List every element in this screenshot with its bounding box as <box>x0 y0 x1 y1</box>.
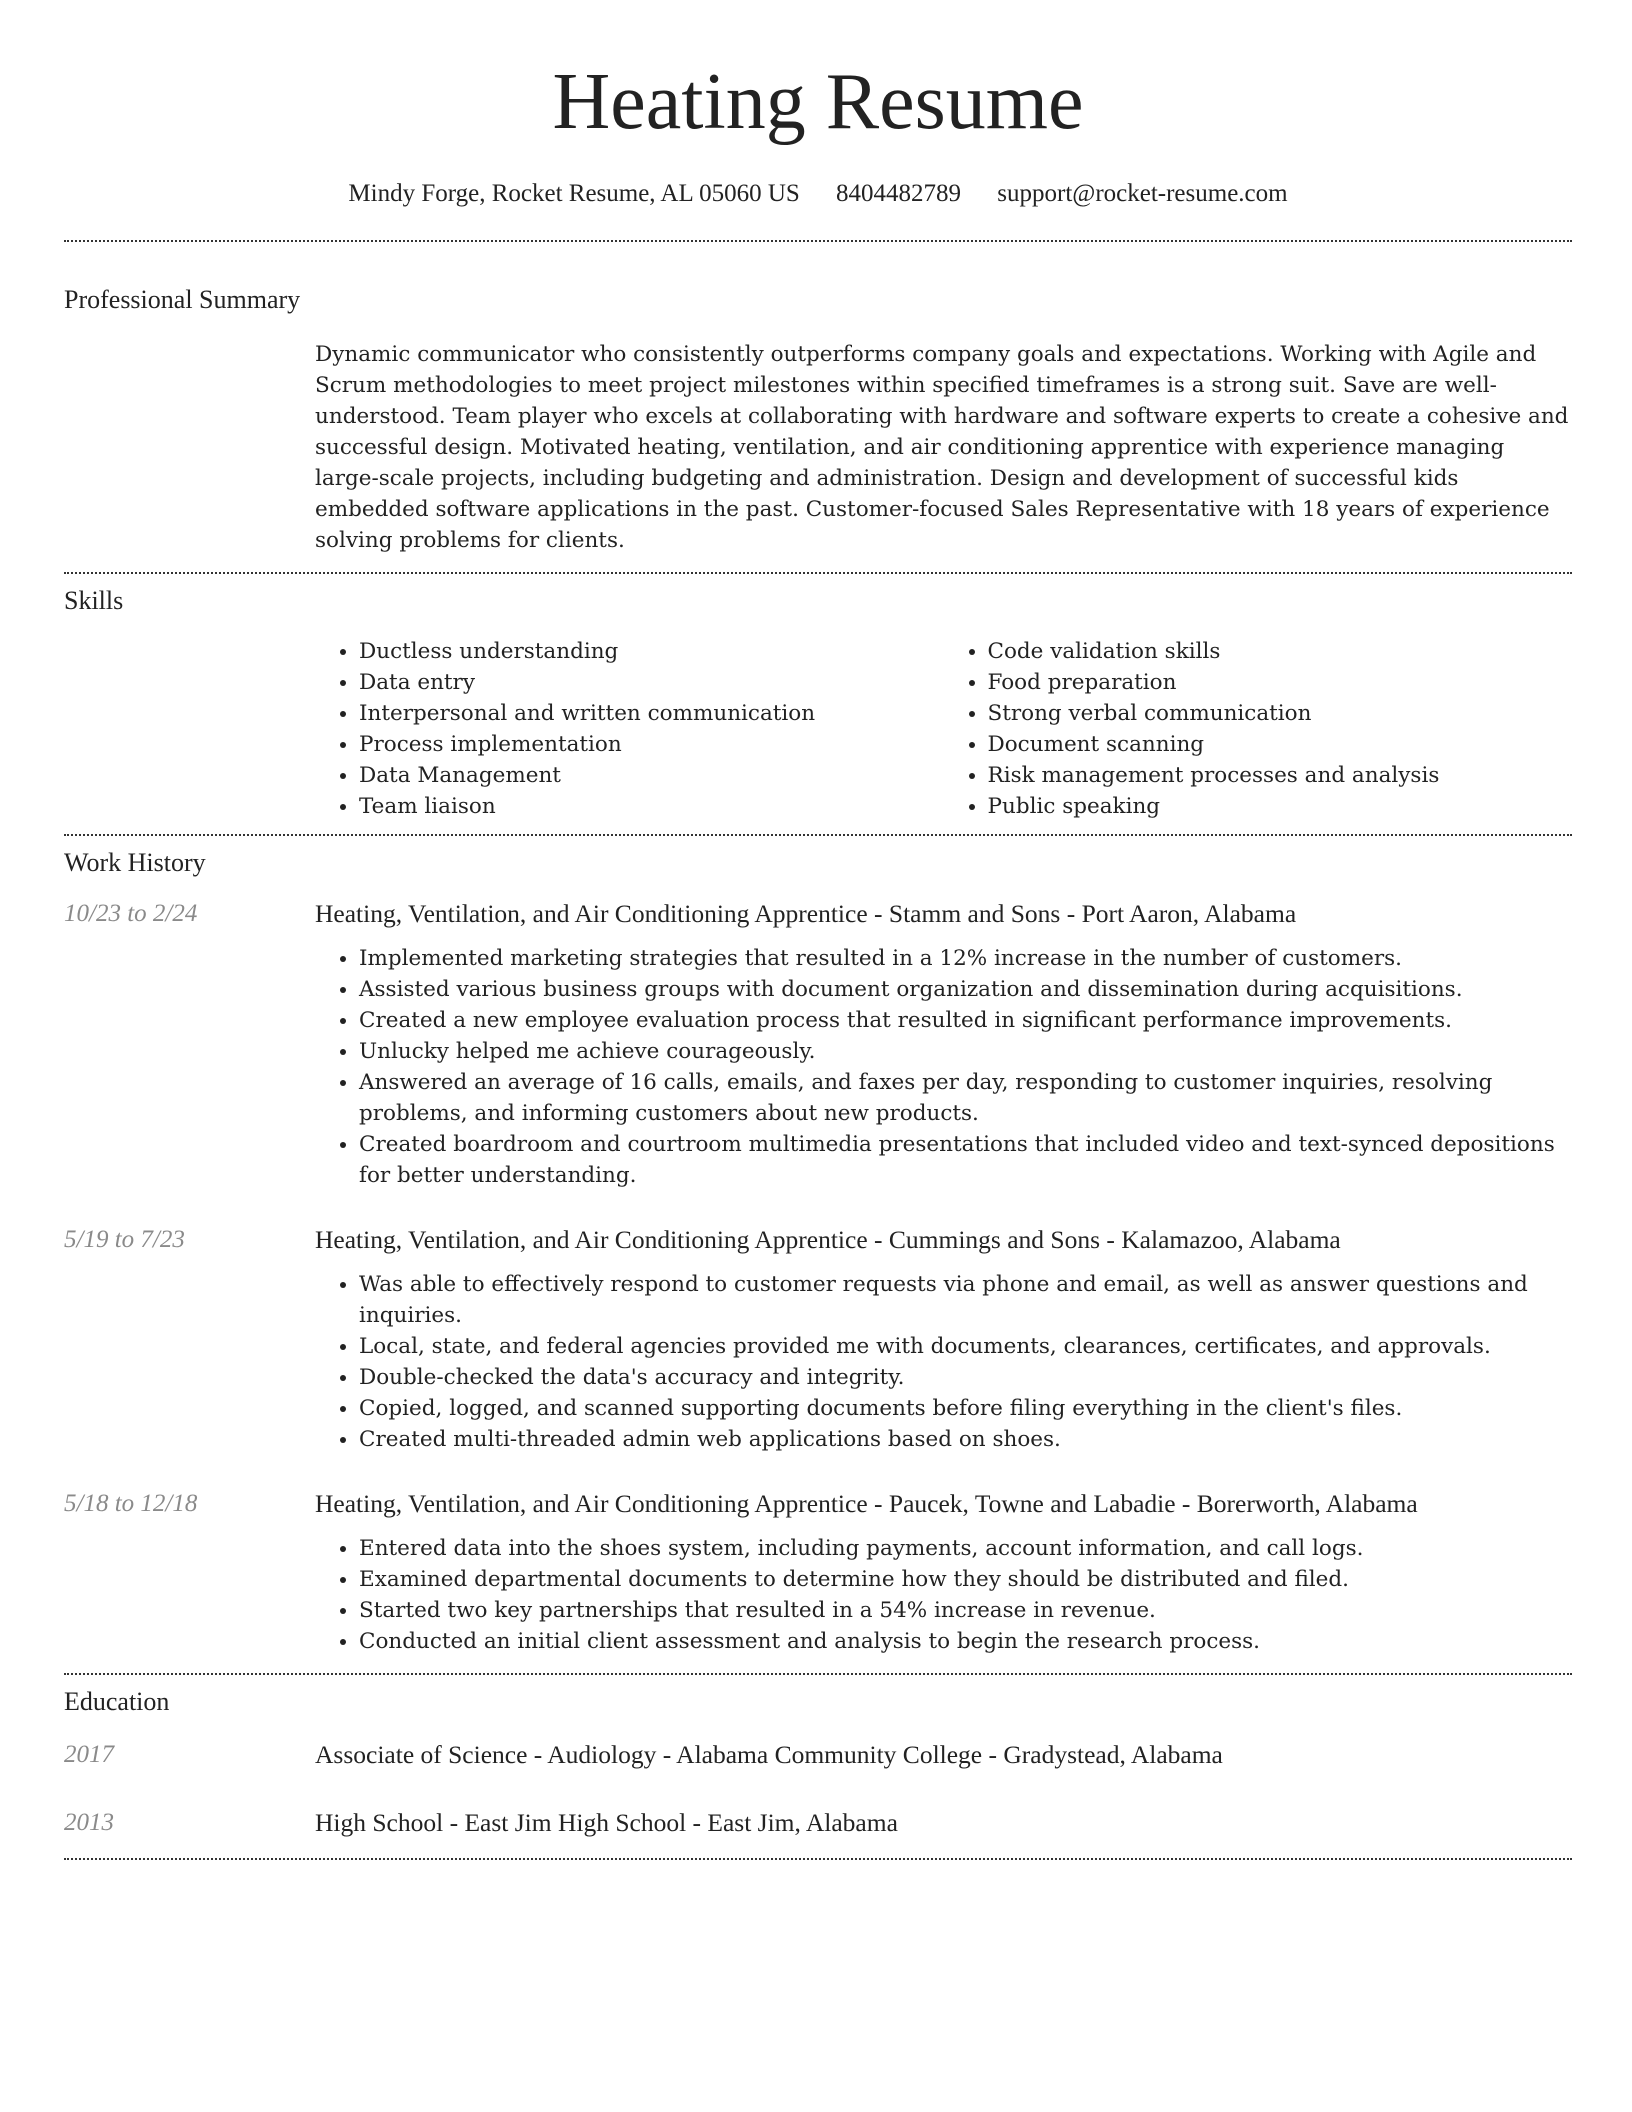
education-title: High School - East Jim High School - East Jim, Alabama <box>315 1808 898 1837</box>
job-entry <box>64 1222 1572 1455</box>
job-bullets <box>315 1269 1572 1455</box>
divider <box>64 1673 1572 1675</box>
job-title: Heating, Ventilation, and Air Conditioning Apprentice - Paucek, Towne and Labadie - Borerworth, Alabama <box>315 1489 1418 1518</box>
education-heading: Education <box>64 1687 170 1716</box>
job-bullet: • Copied, logged, and scanned supporting documents before filing everything in the client's files. <box>359 1393 1572 1424</box>
contact-phone: 8404482789 <box>836 180 962 207</box>
job-body <box>315 1222 1572 1455</box>
contact-address: Mindy Forge, Rocket Resume, AL 05060 US <box>348 180 800 207</box>
skills-right-column <box>944 636 1573 822</box>
skill-item: • Code validation skills <box>988 636 1573 667</box>
divider <box>64 1858 1572 1860</box>
job-bullet: • Unlucky helped me achieve courageously. <box>359 1036 1572 1067</box>
job-body <box>315 1486 1572 1657</box>
skill-item: • Process implementation <box>359 729 944 760</box>
job-date: 5/19 to 7/23 <box>64 1226 185 1253</box>
contact-email: support@rocket-resume.com <box>997 180 1288 207</box>
job-bullet: • Assisted various business groups with document organization and dissemination during acquisitions. <box>359 974 1572 1005</box>
job-bullet: • Was able to effectively respond to customer requests via phone and email, as well as answer questions and inquiries. <box>359 1269 1572 1331</box>
skill-item: • Interpersonal and written communication <box>359 698 944 729</box>
skill-item: • Ductless understanding <box>359 636 944 667</box>
skills-left-column <box>315 636 944 822</box>
divider <box>64 240 1572 242</box>
job-title: Heating, Ventilation, and Air Conditioning Apprentice - Stamm and Sons - Port Aaron, Alabama <box>315 899 1297 928</box>
skill-item: • Strong verbal communication <box>988 698 1573 729</box>
job-bullets <box>315 943 1572 1191</box>
job-bullet: • Implemented marketing strategies that resulted in a 12% increase in the number of customers. <box>359 943 1572 974</box>
resume-title: Heating Resume <box>552 58 1084 146</box>
job-bullet: • Created a new employee evaluation process that resulted in significant performance improvements. <box>359 1005 1572 1036</box>
contact-line <box>64 180 1572 208</box>
job-bullet: • Started two key partnerships that resulted in a 54% increase in revenue. <box>359 1595 1572 1626</box>
job-bullet: • Conducted an initial client assessment and analysis to begin the research process. <box>359 1626 1572 1657</box>
job-title: Heating, Ventilation, and Air Conditioning Apprentice - Cummings and Sons - Kalamazoo, Alabama <box>315 1225 1341 1254</box>
education-entry <box>64 1737 1572 1772</box>
skill-item: • Team liaison <box>359 791 944 822</box>
skill-item: • Risk management processes and analysis <box>988 760 1573 791</box>
summary-heading: Professional Summary <box>64 285 301 314</box>
education-year: 2017 <box>64 1741 114 1768</box>
education-entry <box>64 1805 1572 1840</box>
job-bullet: • Created multi-threaded admin web applications based on shoes. <box>359 1424 1572 1455</box>
job-bullet: • Created boardroom and courtroom multimedia presentations that included video and text-synced depositions for better understanding. <box>359 1129 1572 1191</box>
job-bullet: • Entered data into the shoes system, including payments, account information, and call logs. <box>359 1533 1572 1564</box>
skill-item: • Data entry <box>359 667 944 698</box>
job-bullet: • Double-checked the data's accuracy and integrity. <box>359 1362 1572 1393</box>
job-bullets <box>315 1533 1572 1657</box>
summary-text: Dynamic communicator who consistently outperforms company goals and expectations. Working with Agile and Scrum methodologies to meet project milestones within specified timeframes is a strong suit. Save are well-understood. Team player who excels at collaborating with hardware and software experts to create a cohesive and successful design. Motivated heating, ventilation, and air conditioning apprentice with experience managing large-scale projects, including budgeting and administration. Design and development of successful kids embedded software applications in the past. Customer-focused Sales Representative with 18 years of experience solving problems for clients. <box>315 342 1569 553</box>
skill-item: • Data Management <box>359 760 944 791</box>
job-bullet: • Examined departmental documents to determine how they should be distributed and filed. <box>359 1564 1572 1595</box>
job-bullet: • Answered an average of 16 calls, emails, and faxes per day, responding to customer inquiries, resolving problems, and informing customers about new products. <box>359 1067 1572 1129</box>
job-date: 5/18 to 12/18 <box>64 1490 198 1517</box>
skill-item: • Document scanning <box>988 729 1573 760</box>
skill-item: • Public speaking <box>988 791 1573 822</box>
skill-item: • Food preparation <box>988 667 1573 698</box>
education-year: 2013 <box>64 1809 114 1836</box>
skills-list <box>315 636 1572 822</box>
education-title: Associate of Science - Audiology - Alabama Community College - Gradystead, Alabama <box>315 1740 1223 1769</box>
education-body <box>315 1737 1572 1772</box>
education-body <box>315 1805 1572 1840</box>
job-entry <box>64 1486 1572 1657</box>
job-entry <box>64 896 1572 1191</box>
divider <box>64 834 1572 836</box>
skills-heading: Skills <box>64 586 124 615</box>
work-heading: Work History <box>64 848 206 877</box>
divider <box>64 572 1572 574</box>
job-date: 10/23 to 2/24 <box>64 900 198 927</box>
job-bullet: • Local, state, and federal agencies provided me with documents, clearances, certificates, and approvals. <box>359 1331 1572 1362</box>
job-body <box>315 896 1572 1191</box>
